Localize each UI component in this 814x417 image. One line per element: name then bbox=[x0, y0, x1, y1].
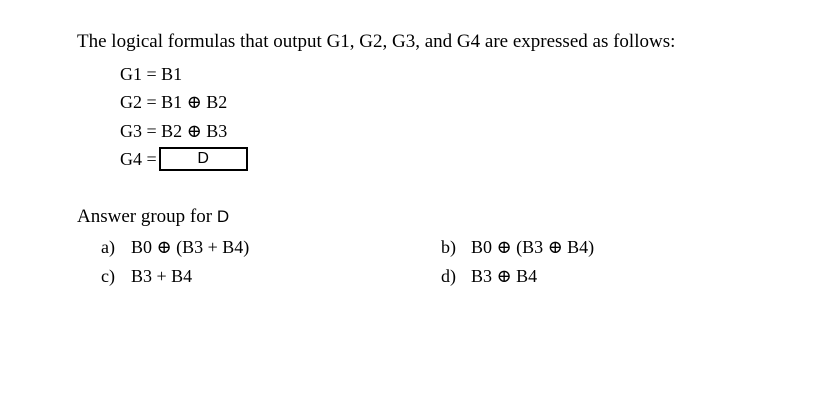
option-c bbox=[101, 266, 192, 287]
formula-g4-prefix: G4 = bbox=[120, 149, 157, 170]
answer-group-title-var: D bbox=[216, 207, 230, 226]
formula-g3: G3 = B2 ⊕ B3 bbox=[120, 121, 228, 141]
option-letter: c) bbox=[101, 266, 115, 286]
option-b bbox=[441, 237, 594, 258]
formula-g4 bbox=[120, 149, 248, 173]
option-letter: d) bbox=[441, 266, 456, 286]
answer-blank-d: D bbox=[159, 147, 248, 171]
formula-g1: G1 = B1 bbox=[120, 64, 183, 84]
answer-group-title-text: Answer group for bbox=[77, 206, 217, 227]
option-d bbox=[441, 266, 537, 287]
question-intro: The logical formulas that output G1, G2, G3, and G4 are expressed as follows: bbox=[77, 31, 676, 52]
option-text: B3 + B4 bbox=[131, 266, 193, 286]
option-letter: a) bbox=[101, 237, 115, 257]
option-text: B0 ⊕ (B3 + B4) bbox=[131, 237, 250, 257]
option-text: B0 ⊕ (B3 ⊕ B4) bbox=[471, 237, 595, 257]
formula-g2: G2 = B1 ⊕ B2 bbox=[120, 92, 228, 112]
option-text: B3 ⊕ B4 bbox=[471, 266, 538, 286]
answer-group-title bbox=[77, 206, 229, 228]
option-a bbox=[101, 237, 249, 258]
option-letter: b) bbox=[441, 237, 456, 257]
